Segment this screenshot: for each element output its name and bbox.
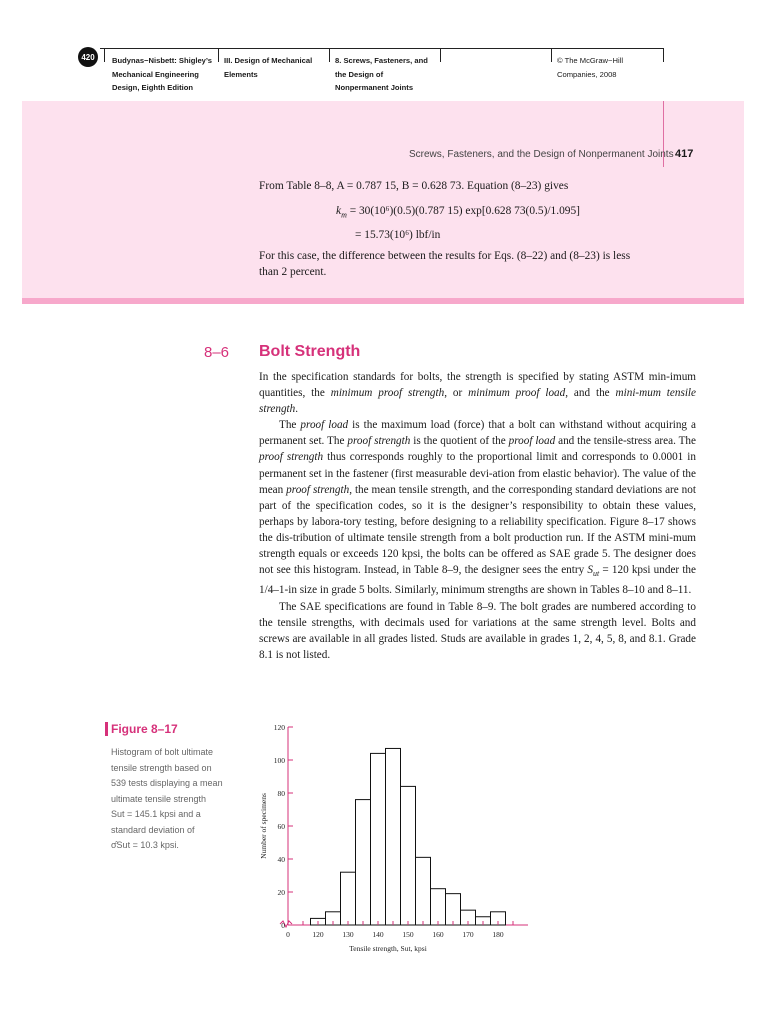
x-tick-label: 150 xyxy=(402,930,414,939)
y-tick-label: 60 xyxy=(277,822,285,831)
figure-marker xyxy=(105,722,108,736)
paragraph: The proof load is the maximum load (force) that a bolt can withstand without acquiring a permanent set. The proof strength is the quotient of the proof load and the tensile-stress area. The proof strength thus corresponds roughly to the proportional limit and corresponds to 0.0001 in permanent set in the fastener (first measurable devi-ation from elastic behavior). The value of the mean proof strength, the mean tensile strength, and the corresponding standard deviations are not part of the specification codes, so it is the designer’s responsibility to obtain these values, perhaps by labora-tory testing, before designing to a reliability specification. Figure 8–17 shows the dis-tribution of ultimate tensile strength from a bolt production run. If the ASTM mini-mum strength equals or exceeds 120 kpsi, the bolts can be offered as SAE grade 5. The designer does not see this histogram. Instead, in Table 8–9, the designer sees the entry $S_{ut} = 120$ kpsi under the 1/4–1-in size in grade 5 bolts. Similarly, minimum strengths are shown in Tables 8–10 and 8–11. xyxy=(259,419,696,597)
box-paragraph: For this case, the difference between the results for Eqs. (8–22) and (8–23) is less xyxy=(259,250,631,262)
x-tick-label: 130 xyxy=(342,930,354,939)
y-tick-label: 0 xyxy=(281,921,285,930)
header-book-title: Budynas−Nisbett: Shigley’s Mechanical Engineering Design, Eighth Edition xyxy=(112,56,212,92)
equation: $k_m = 30(10^6)(0.5)(0.787$ 15) exp[0.628 73(0.5)/1.095] xyxy=(336,205,580,220)
y-tick-label: 20 xyxy=(277,888,285,897)
header-divider xyxy=(104,48,105,62)
histogram-bar xyxy=(356,800,371,925)
y-tick-label: 100 xyxy=(273,756,285,765)
running-page-number: 417 xyxy=(675,148,694,160)
section-number: 8–6 xyxy=(204,344,230,361)
box-paragraph: than 2 percent. xyxy=(259,266,327,278)
y-axis-title: Number of specimens xyxy=(259,793,268,859)
header-rule xyxy=(100,48,663,49)
header-divider xyxy=(440,48,441,62)
x-tick-label: 140 xyxy=(372,930,384,939)
y-tick-label: 40 xyxy=(277,855,285,864)
x-tick-label: 0 xyxy=(286,930,290,939)
header-divider xyxy=(663,48,664,62)
x-tick-label: 180 xyxy=(492,930,504,939)
page-badge: 420 xyxy=(78,47,98,67)
histogram-bar xyxy=(341,872,356,925)
histogram-bar xyxy=(431,889,446,925)
equation: = 15.73(10⁶) lbf/in xyxy=(355,229,441,241)
running-head: Screws, Fasteners, and the Design of Nonpermanent Joints xyxy=(409,149,674,160)
x-tick-label: 120 xyxy=(312,930,324,939)
histogram-bar xyxy=(416,857,431,925)
y-tick-label: 120 xyxy=(273,723,285,732)
example-box xyxy=(22,101,744,303)
histogram-bar xyxy=(386,748,401,925)
x-tick-label: 170 xyxy=(462,930,474,939)
y-tick-label: 80 xyxy=(277,789,285,798)
header-divider xyxy=(329,48,330,62)
x-tick-label: 160 xyxy=(432,930,444,939)
histogram-bar xyxy=(401,786,416,925)
paragraph: In the specification standards for bolts, the strength is specified by stating ASTM min-imum quantities, the minimum proof strength, or minimum proof load, and the mini-mum tensile strength. xyxy=(259,371,696,416)
figure-caption: Histogram of bolt ultimate tensile strength based on 539 tests displaying a mean ultimate tensile strength Sut = 145.1 kpsi and a standard deviation of σ̂Sut = 10.3 kpsi. xyxy=(111,747,223,850)
section-body xyxy=(259,369,696,663)
figure-title: Figure 8–17 xyxy=(111,722,178,736)
header-chapter: 8. Screws, Fasteners, and the Design of Nonpermanent Joints xyxy=(335,56,428,92)
section-title: Bolt Strength xyxy=(259,343,361,360)
paragraph: The SAE specifications are found in Table 8–9. The bolt grades are numbered according to the tensile strengths, with decimals used for variations at the same strength level. Bolts and screws are available in all grades listed. Studs are available in grades 1, 2, 4, 5, 8, and 8.1. Grade 8.1 is not listed. xyxy=(259,600,696,661)
header-copyright: © The McGraw−Hill Companies, 2008 xyxy=(557,56,624,79)
header-divider xyxy=(551,48,552,62)
header-divider xyxy=(218,48,219,62)
header-part: III. Design of Mechanical Elements xyxy=(224,56,313,79)
example-box-rule xyxy=(22,298,744,304)
histogram-bar xyxy=(371,753,386,925)
box-line: From Table 8–8, A = 0.787 15, B = 0.628 73. Equation (8–23) gives xyxy=(259,180,569,192)
x-axis-title: Tensile strength, Sut, kpsi xyxy=(349,944,427,953)
histogram-bar xyxy=(446,894,461,925)
histogram-chart xyxy=(250,718,540,958)
